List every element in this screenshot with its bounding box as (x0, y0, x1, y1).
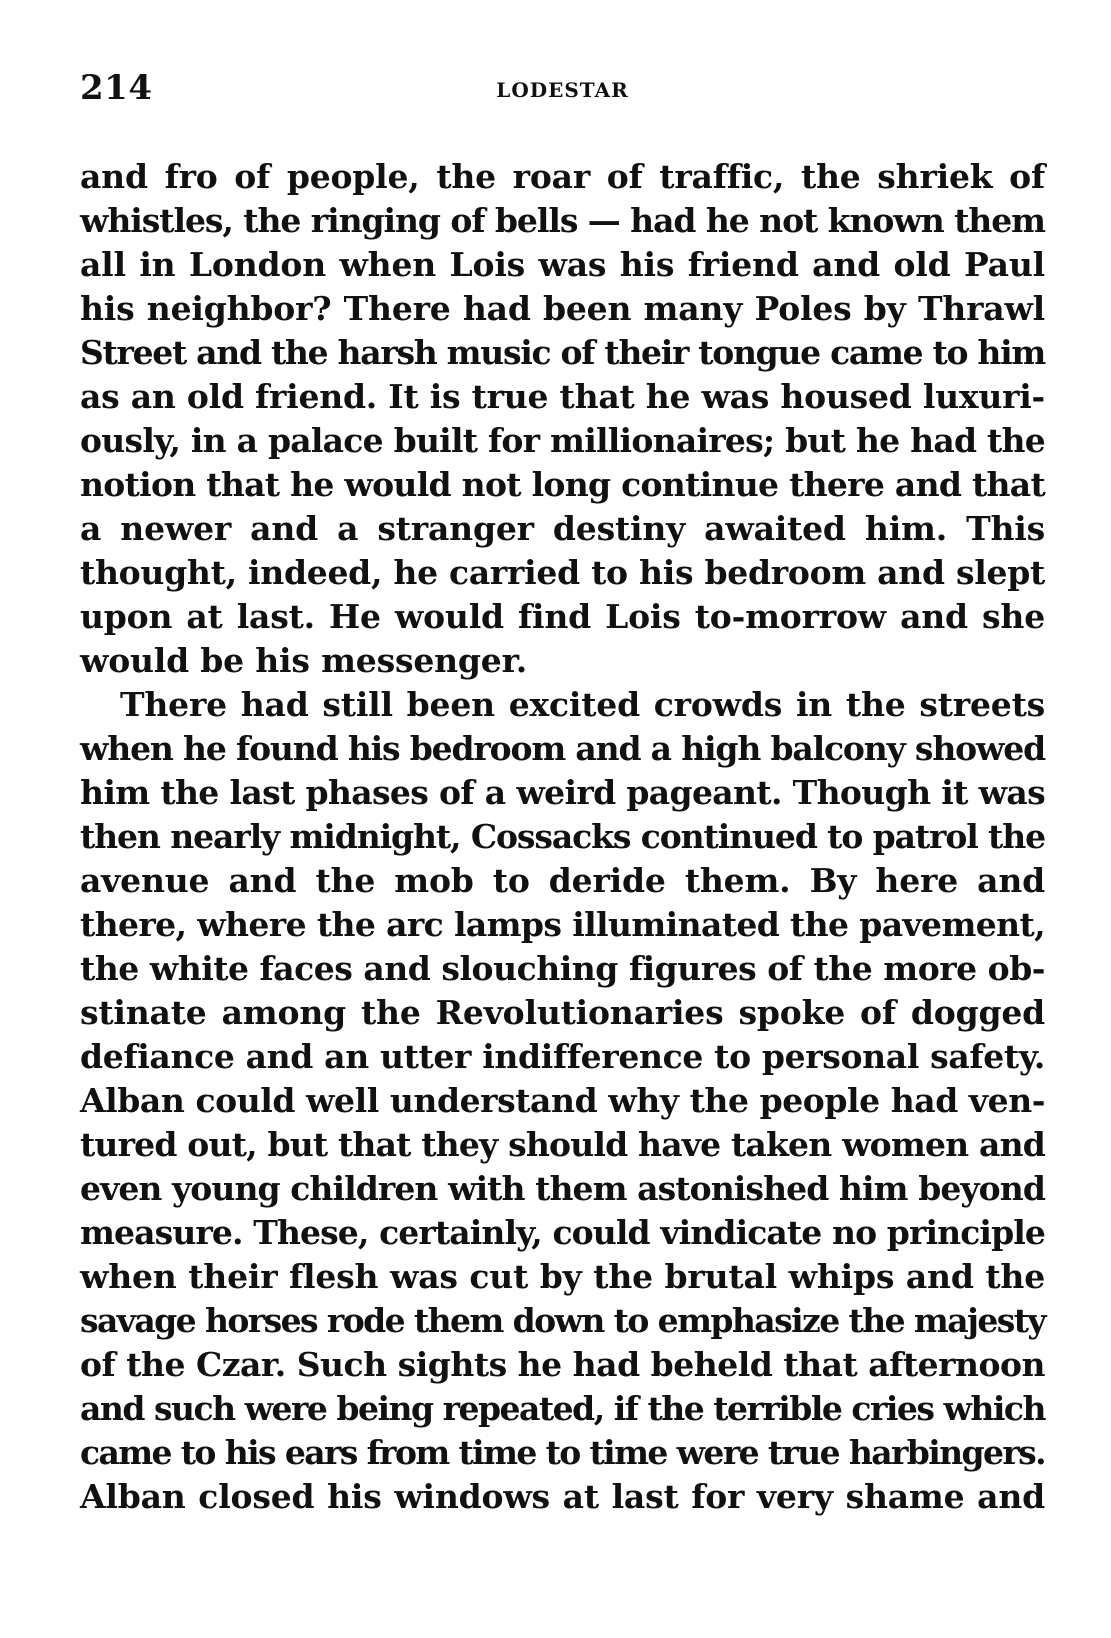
text-line: tured out, but that they should have taken women and (80, 1125, 1046, 1164)
text-line: savage horses rode them down to emphasize the majesty (80, 1301, 1046, 1340)
text-line: and fro of people, the roar of traffic, the shriek of (80, 157, 1045, 196)
text-line: measure. These, certainly, could vindicate no principle (80, 1213, 1046, 1252)
text-line: there, where the arc lamps illuminated the pavement, (80, 905, 1045, 944)
text-line: upon at last. He would find Lois to-morrow and she (80, 597, 1045, 636)
text-line: his neighbor? There had been many Poles by Thrawl (80, 289, 1045, 328)
text-line: Alban could well understand why the people had ven- (80, 1081, 1046, 1120)
text-line: a newer and a stranger destiny awaited him. This (80, 509, 1045, 548)
book-title: LODESTAR (496, 78, 629, 102)
text-line: Alban closed his windows at last for very shame and (80, 1477, 1045, 1516)
page-number: 214 (80, 68, 153, 108)
text-line: avenue and the mob to deride them. By here and (80, 861, 1045, 900)
text-line: even young children with them astonished him beyond (80, 1169, 1045, 1208)
body-text (80, 155, 1045, 1519)
text-line: notion that he would not long continue there and that (80, 465, 1046, 504)
running-head (80, 68, 1045, 118)
text-line: then nearly midnight, Cossacks continued to patrol the (80, 817, 1045, 856)
text-line: when their flesh was cut by the brutal whips and the (80, 1257, 1045, 1296)
text-line: Street and the harsh music of their tongue came to him (80, 333, 1045, 372)
text-line: of the Czar. Such sights he had beheld that afternoon (80, 1345, 1045, 1384)
text-line: would be his messenger. (80, 641, 528, 680)
text-line: the white faces and slouching figures of the more ob- (80, 949, 1045, 988)
text-line: as an old friend. It is true that he was housed luxuri- (80, 377, 1046, 416)
text-line: ously, in a palace built for millionaires; but he had the (80, 421, 1045, 460)
text-line: stinate among the Revolutionaries spoke of dogged (80, 993, 1045, 1032)
text-line: came to his ears from time to time were true harbingers. (80, 1433, 1045, 1472)
text-line: when he found his bedroom and a high balcony showed (80, 729, 1046, 768)
text-line: and such were being repeated, if the terrible cries which (80, 1389, 1045, 1428)
text-line: him the last phases of a weird pageant. Though it was (80, 773, 1046, 812)
text-line: There had still been excited crowds in the streets (120, 685, 1045, 724)
text-line: defiance and an utter indifference to personal safety. (80, 1037, 1045, 1076)
text-line: all in London when Lois was his friend and old Paul (80, 245, 1045, 284)
text-line: whistles, the ringing of bells — had he not known them (80, 201, 1045, 240)
text-line: thought, indeed, he carried to his bedroom and slept (80, 553, 1045, 592)
